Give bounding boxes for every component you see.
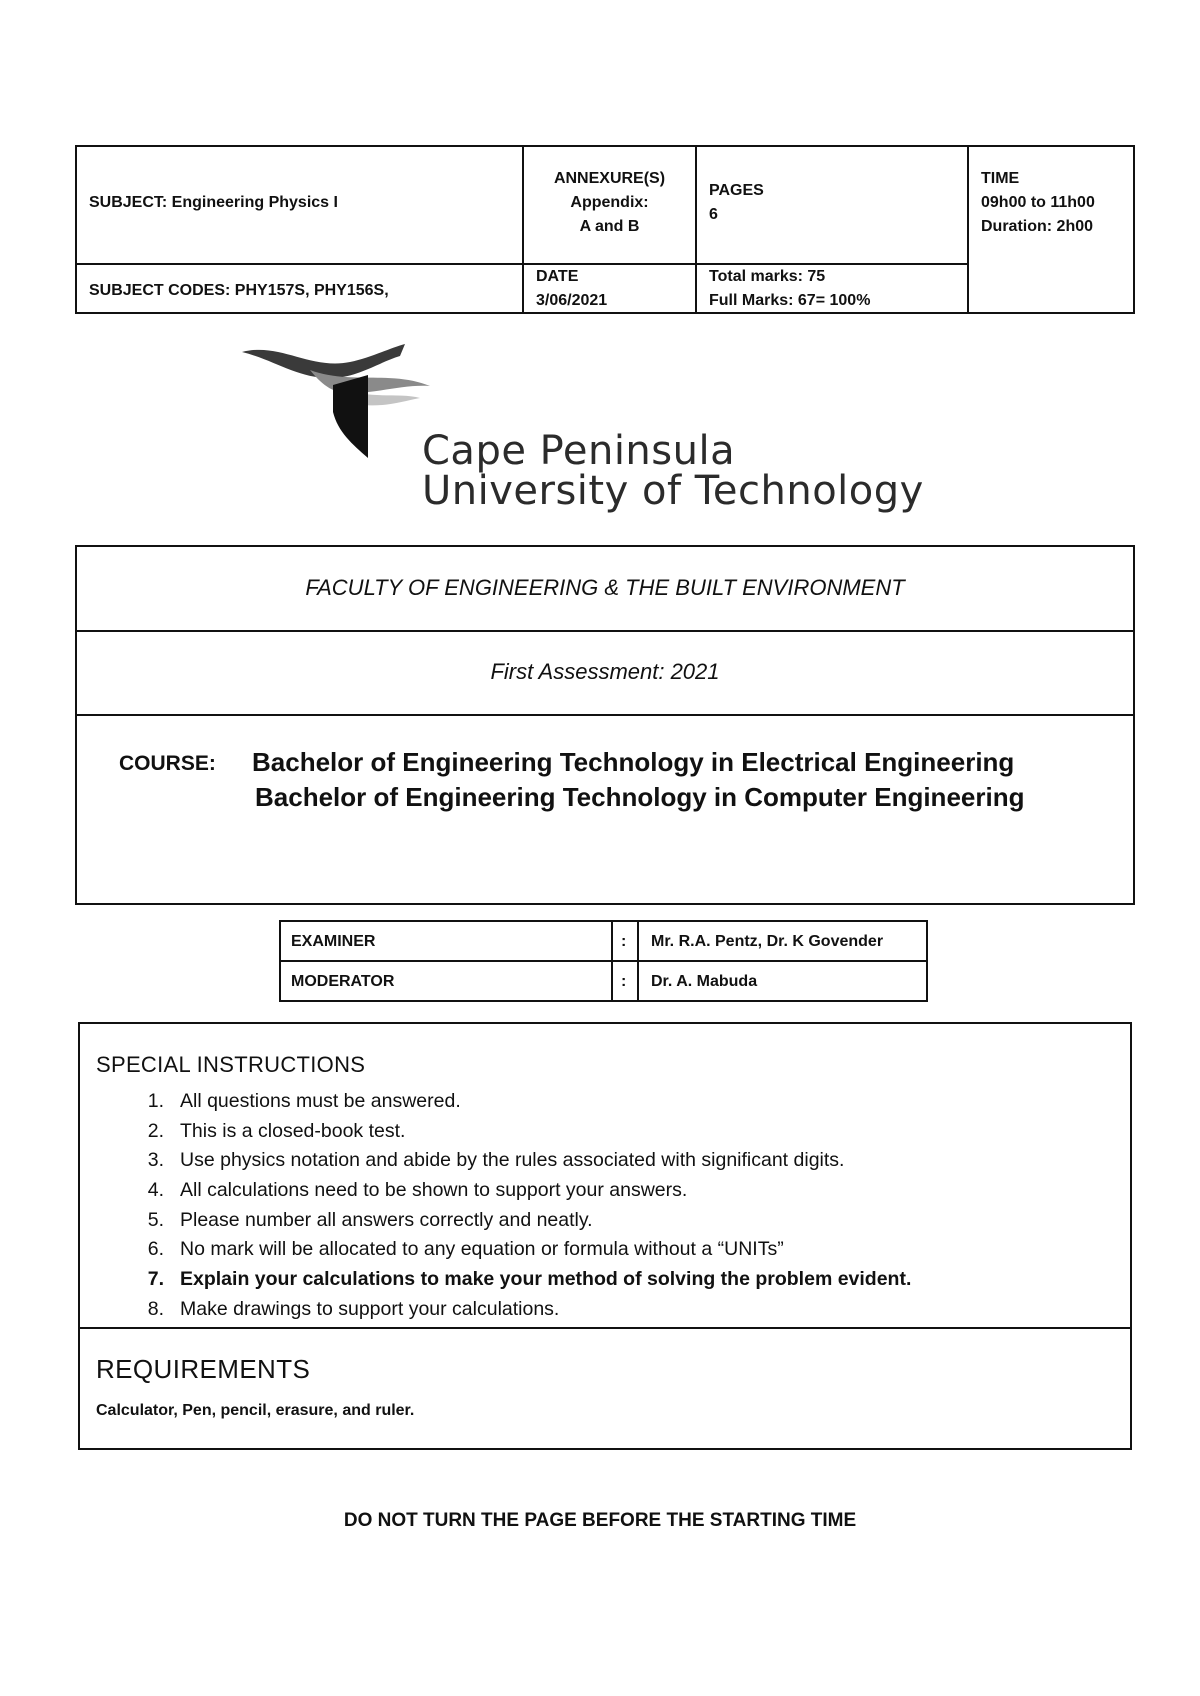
examiner-value: Mr. R.A. Pentz, Dr. K Govender <box>651 933 884 950</box>
faculty-divider <box>77 714 1133 716</box>
requirements-text: Calculator, Pen, pencil, erasure, and ruler. <box>96 1402 415 1419</box>
instruction-item: 7. Explain your calculations to make your method of solving the problem evident. <box>147 1268 912 1291</box>
examiner-label: EXAMINER <box>291 933 376 950</box>
date-cell <box>524 265 695 313</box>
faculty-name: FACULTY OF ENGINEERING & THE BUILT ENVIRONMENT <box>305 575 905 600</box>
instruction-item: 3. Use physics notation and abide by the rules associated with significant digits. <box>147 1149 845 1172</box>
logo-text-line1: Cape Peninsula <box>422 428 736 474</box>
faculty-divider <box>77 630 1133 632</box>
course-label: COURSE: <box>119 752 216 775</box>
full-marks: Full Marks: 67= 100% <box>709 292 871 309</box>
annexure-value: A and B <box>579 218 640 235</box>
date-label: DATE <box>536 268 579 285</box>
time-label: TIME <box>981 170 1020 187</box>
pages-cell <box>697 179 967 227</box>
moderator-value: Dr. A. Mabuda <box>651 973 758 990</box>
subject-cell: SUBJECT: Engineering Physics I <box>89 194 338 211</box>
faculty-course-box <box>75 545 1135 905</box>
table-divider <box>611 922 613 1000</box>
instructions-title: SPECIAL INSTRUCTIONS <box>96 1052 366 1077</box>
course-electrical: Bachelor of Engineering Technology in Electrical Engineering <box>252 747 1015 777</box>
annexure-cell <box>524 167 695 239</box>
annexure-title: ANNEXURE(S) <box>553 170 666 187</box>
wave-emblem-icon <box>240 340 440 480</box>
time-value: 09h00 to 11h00 <box>981 194 1095 211</box>
table-divider <box>637 922 639 1000</box>
moderator-label: MODERATOR <box>291 973 395 990</box>
requirements-title: REQUIREMENTS <box>96 1354 311 1384</box>
instruction-item: 6. No mark will be allocated to any equation or formula without a “UNITs” <box>147 1238 784 1261</box>
examiner-separator: : <box>621 933 627 950</box>
instruction-item: 2. This is a closed-book test. <box>147 1119 406 1142</box>
instruction-item: 4. All calculations need to be shown to support your answers. <box>147 1179 688 1202</box>
marks-cell <box>697 265 967 313</box>
pages-label: PAGES <box>709 182 764 199</box>
footer-warning: DO NOT TURN THE PAGE BEFORE THE STARTING TIME <box>343 1510 857 1531</box>
duration-value: Duration: 2h00 <box>981 218 1094 235</box>
exam-header-table <box>75 145 1135 314</box>
instructions-list <box>128 1090 911 1328</box>
requirements-divider <box>80 1327 1130 1329</box>
instruction-item: 8. Make drawings to support your calculations. <box>147 1297 560 1320</box>
date-value: 3/06/2021 <box>536 292 608 309</box>
total-marks: Total marks: 75 <box>709 268 826 285</box>
annexure-appendix: Appendix: <box>570 194 649 211</box>
time-cell <box>969 167 1137 239</box>
logo-text-line2: University of Technology <box>422 468 924 514</box>
instruction-item: 1. All questions must be answered. <box>147 1090 461 1112</box>
course-computer: Bachelor of Engineering Technology in Computer Engineering <box>255 782 1025 812</box>
subject-codes-cell: SUBJECT CODES: PHY157S, PHY156S, <box>89 282 389 299</box>
university-logo <box>240 340 970 520</box>
assessment-title: First Assessment: 2021 <box>490 659 720 684</box>
special-instructions-box <box>78 1022 1132 1450</box>
moderator-separator: : <box>621 973 627 990</box>
pages-value: 6 <box>709 206 718 223</box>
examiner-moderator-table <box>279 920 928 1002</box>
instruction-item: 5. Please number all answers correctly and neatly. <box>147 1208 593 1231</box>
